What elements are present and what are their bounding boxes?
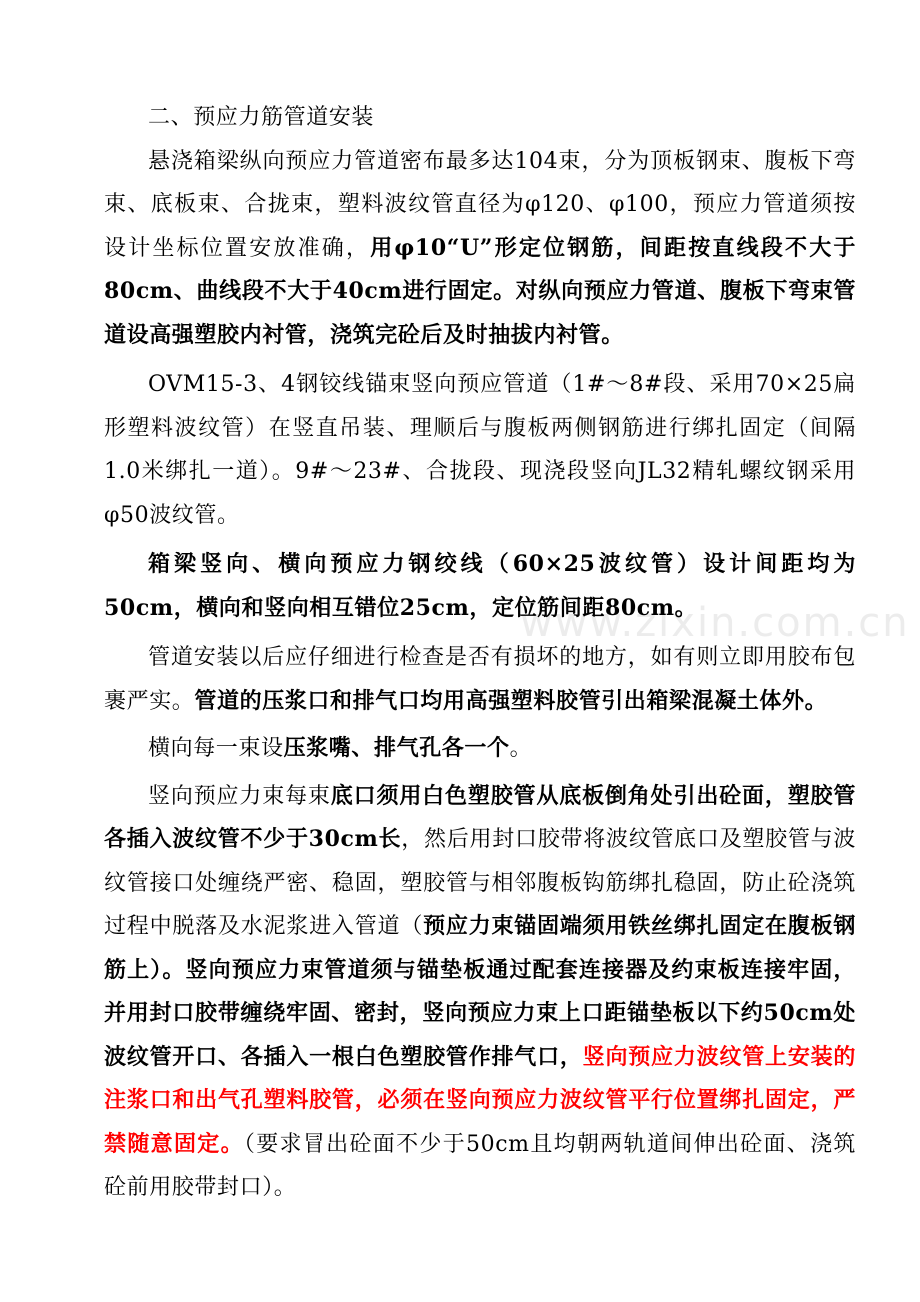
p5-text: 横向每一束设	[148, 736, 284, 761]
p6-text-a: 竖向预应力束每束	[148, 783, 331, 809]
paragraph-2: OVM15-3、4钢铰线锚束竖向预应管道（1#～8#段、采用70×25扁形塑料波纹管）在竖直吊装、理顺后与腹板两侧钢筋进行绑扎固定（间隔1.0米绑扎一道）。9#～23#、合拢段、现浇段竖向JL32精轧螺纹钢采用φ50波纹管。	[104, 372, 856, 528]
paragraph-1	[104, 140, 856, 358]
p1-text: 悬浇箱梁纵向预应力管道密布最多达104束，分为顶板钢束、腹板下弯束、底板束、合拢束，塑料波纹管直径为φ120、φ100，预应力管道须按设计坐标位置安放准确，	[104, 148, 856, 261]
paragraph-5	[104, 727, 856, 771]
watermark: www.zixin.com.cn	[520, 600, 910, 646]
paragraph-4	[104, 636, 856, 723]
paragraph-3: 箱梁竖向、横向预应力钢绞线（60×25波纹管）设计间距均为50cm，横向和竖向相互错位25cm，定位筋间距80cm。	[104, 551, 856, 621]
paragraph-6	[104, 775, 856, 1210]
p5-end: 。	[509, 736, 533, 761]
p5-bold-text: 压浆嘴、排气孔各一个	[283, 735, 510, 761]
p6-text-f: （要求冒出砼面不少于50cm且均朝两轨道间伸出砼面、浇筑砼前用胶带封口）。	[104, 1131, 856, 1200]
p4-bold-text: 管道的压浆口和排气口均用高强塑料胶管引出箱梁混凝土体外。	[194, 687, 828, 714]
document-body	[104, 96, 856, 1210]
p6-text-c: ，然后用封口胶带将波纹管底口及塑胶管与波纹管接口处缠绕严密、稳固，塑胶管与相邻腹板钩筋绑扎稳固，防止砼浇筑过程中脱落及水泥浆进入管道（	[104, 827, 856, 939]
p1-bold-text: 用φ10“U”形定位钢筋，间距按直线段不大于80cm、曲线段不大于40cm进行固定。对纵向预应力管道、腹板下弯束管道设高强塑胶内衬管，浇筑完砼后及时抽拔内衬管。	[104, 234, 857, 348]
p6-bold-d: 预应力束锚固端须用铁丝绑扎固定在腹板钢筋上）。竖向预应力束管道须与锚垫板通过配套连接器及约束板连接牢固，并用封口胶带缠绕牢固、密封，竖向预应力束上口距锚垫板以下约50cm处波纹管开口、各插入一根白色塑胶管作排气口，	[104, 913, 856, 1070]
p6-red-e: 竖向预应力波纹管上安装的注浆口和出气孔塑料胶管，必须在竖向预应力波纹管平行位置绑扎固定，严禁随意固定。	[104, 1043, 856, 1157]
section-heading: 二、预应力筋管道安装	[148, 105, 375, 130]
p6-bold-b: 底口须用白色塑胶管从底板倒角处引出砼面，塑胶管各插入波纹管不少于30cm长	[104, 782, 856, 852]
p4-text: 管道安装以后应仔细进行检查是否有损坏的地方，如有则立即用胶布包裹严实。	[104, 645, 856, 714]
